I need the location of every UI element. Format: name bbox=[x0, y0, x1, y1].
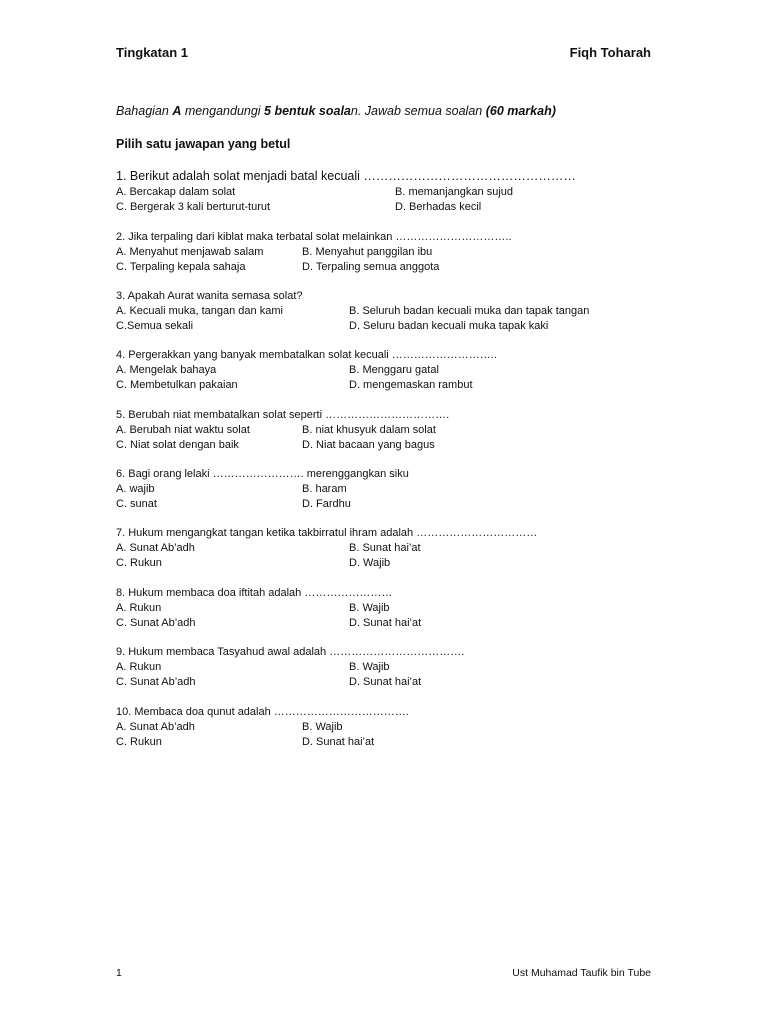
question-stem: 2. Jika terpaling dari kiblat maka terbatal solat melainkan ………………………….. bbox=[116, 231, 512, 243]
intro-part5: n. Jawab semua soalan bbox=[350, 104, 486, 118]
question-stem: 1. Berikut adalah solat menjadi batal kecuali …………………………………………… bbox=[116, 169, 576, 183]
instruction: Pilih satu jawapan yang betul bbox=[116, 137, 291, 151]
option-a: A. Mengelak bahaya bbox=[116, 364, 217, 376]
question-stem: 8. Hukum membaca doa iftitah adalah …………………… bbox=[116, 587, 393, 599]
intro-part3: mengandungi bbox=[181, 104, 265, 118]
option-a: A. wajib bbox=[116, 483, 155, 495]
intro-part4: 5 bentuk soala bbox=[264, 104, 351, 118]
question-6 bbox=[116, 467, 676, 512]
question-stem: 10. Membaca doa qunut adalah ………………………………. bbox=[116, 706, 409, 718]
intro-part1: Bahagian bbox=[116, 104, 173, 118]
option-a: A. Berubah niat waktu solat bbox=[116, 424, 250, 436]
option-c: C. Niat solat dengan baik bbox=[116, 439, 239, 451]
option-a: A. Menyahut menjawab salam bbox=[116, 246, 264, 258]
question-9 bbox=[116, 645, 676, 690]
option-c: C. Rukun bbox=[116, 736, 162, 748]
option-d: D. Wajib bbox=[349, 557, 391, 569]
option-c: C. Membetulkan pakaian bbox=[116, 379, 238, 391]
option-d: D. Fardhu bbox=[302, 498, 351, 510]
option-a: A. Sunat Ab’adh bbox=[116, 542, 195, 554]
author-name: Ust Muhamad Taufik bin Tube bbox=[512, 967, 651, 979]
subject-title: Fiqh Toharah bbox=[569, 45, 651, 60]
option-b: B. Seluruh badan kecuali muka dan tapak tangan bbox=[349, 305, 590, 317]
question-4 bbox=[116, 348, 676, 393]
question-10 bbox=[116, 705, 676, 750]
option-c: C. Sunat Ab’adh bbox=[116, 676, 196, 688]
option-b: B. Wajib bbox=[349, 661, 390, 673]
option-b: B. Wajib bbox=[302, 721, 343, 733]
question-8 bbox=[116, 586, 676, 631]
option-a: A. Bercakap dalam solat bbox=[116, 186, 236, 198]
option-c: C. sunat bbox=[116, 498, 157, 510]
option-b: B. Wajib bbox=[349, 602, 390, 614]
form-level: Tingkatan 1 bbox=[116, 45, 189, 60]
option-d: D. Seluru badan kecuali muka tapak kaki bbox=[349, 320, 549, 332]
question-2 bbox=[116, 230, 676, 275]
option-d: D. Terpaling semua anggota bbox=[302, 261, 440, 273]
option-a: A. Sunat Ab’adh bbox=[116, 721, 195, 733]
option-c: C. Sunat Ab’adh bbox=[116, 617, 196, 629]
section-intro bbox=[116, 104, 556, 118]
question-stem: 5. Berubah niat membatalkan solat seperti ……………………………. bbox=[116, 409, 450, 421]
option-d: D. Sunat hai’at bbox=[302, 736, 375, 748]
intro-part6: (60 markah) bbox=[485, 104, 556, 118]
question-1 bbox=[116, 168, 676, 215]
option-d: D. Sunat hai’at bbox=[349, 676, 422, 688]
option-b: B. memanjangkan sujud bbox=[395, 186, 514, 198]
question-stem: 9. Hukum membaca Tasyahud awal adalah ………………………………. bbox=[116, 646, 465, 658]
option-c: C. Bergerak 3 kali berturut-turut bbox=[116, 201, 271, 213]
option-b: B. Sunat hai’at bbox=[349, 542, 421, 554]
question-stem: 6. Bagi orang lelaki ……………………. merenggangkan siku bbox=[116, 468, 409, 480]
question-7 bbox=[116, 526, 676, 571]
option-c: C.Semua sekali bbox=[116, 320, 194, 332]
option-d: D. Niat bacaan yang bagus bbox=[302, 439, 435, 451]
option-c: C. Terpaling kepala sahaja bbox=[116, 261, 246, 273]
option-d: D. mengemaskan rambut bbox=[349, 379, 473, 391]
option-c: C. Rukun bbox=[116, 557, 162, 569]
option-b: B. haram bbox=[302, 483, 347, 495]
option-a: A. Kecuali muka, tangan dan kami bbox=[116, 305, 283, 317]
question-stem: 7. Hukum mengangkat tangan ketika takbirratul ihram adalah …………………………… bbox=[116, 527, 538, 539]
page-number: 1 bbox=[116, 967, 122, 979]
option-d: D. Berhadas kecil bbox=[395, 201, 482, 213]
option-b: B. Menggaru gatal bbox=[349, 364, 439, 376]
intro-part2: A bbox=[172, 104, 182, 118]
question-stem: 4. Pergerakkan yang banyak membatalkan solat kecuali ……………………….. bbox=[116, 349, 497, 361]
question-5 bbox=[116, 408, 676, 453]
option-b: B. niat khusyuk dalam solat bbox=[302, 424, 436, 436]
option-a: A. Rukun bbox=[116, 602, 162, 614]
question-3 bbox=[116, 289, 676, 334]
question-stem: 3. Apakah Aurat wanita semasa solat? bbox=[116, 290, 303, 302]
option-a: A. Rukun bbox=[116, 661, 162, 673]
option-b: B. Menyahut panggilan ibu bbox=[302, 246, 433, 258]
option-d: D. Sunat hai’at bbox=[349, 617, 422, 629]
